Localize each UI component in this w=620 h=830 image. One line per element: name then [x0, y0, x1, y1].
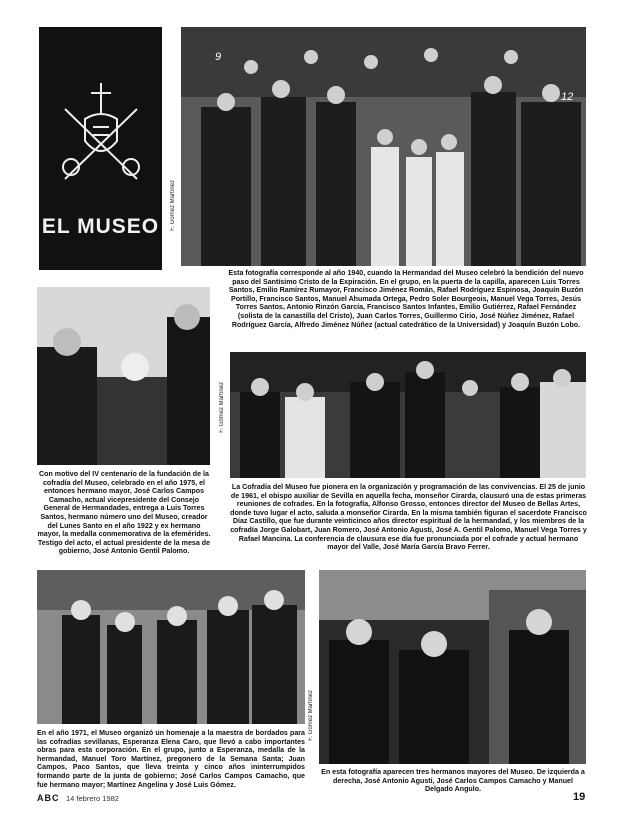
photo-group-1940 — [181, 27, 586, 266]
footer-page-number: 19 — [573, 791, 586, 803]
photo-medal-ceremony — [37, 287, 210, 465]
caption-top: Esta fotografía corresponde al año 1940, cuando la Hermandad del Museo celebró la bendición del nuevo paso del Santísimo Cristo de la Expiración. En el grupo, en la puerta de la capilla, aparecen Luis Torres Santos, Emilio Ramírez Rumayor, Francisco Jiménez Román, Rafael Rodríguez Espinosa, Joaquín Buzón Portillo, Francisco Santos, Manuel Ahumada Ortega, Pedro Soler Bourgeois, Manuel Vega Torres, Jesús Torres Santos, Antonio Rinzón García, Francisco Santos Infantes, Emilio Gutiérrez, Rafael Fernández (solista de la canastilla del Cristo), Juan Carlos Torres, Guillermo Cirio, José Núñez Jiménez, Rafael Rodríguez García, Alfredo Jiménez Núñez (actual catedrático de la Universidad) y Joaquín Buzón Lobo. — [228, 269, 584, 329]
photo-convivencias-1961 — [230, 352, 586, 478]
photo-credit-top: F. Gómez Martínez — [170, 180, 176, 231]
caption-bottom-right: En esta fotografía aparecen tres hermanos mayores del Museo. De izquierda a derecha, José Antonio Agusti, José Carlos Campos Camacho y Manuel Delgado Angulo. — [321, 768, 585, 794]
photo-hermanos-mayores — [319, 570, 586, 764]
caption-right-middle: La Cofradía del Museo fue pionera en la organización y programación de las convivencias. El 25 de junio de 1961, el obispo auxiliar de Sevilla en aquella fecha, monseñor Cirarda, clausuró una de estas primeras reuniones de cofrades. En la fotografía, Alfonso Grosso, entonces director del Museo de Bellas Artes, donde tuvo lugar el acto, saluda a monseñor Cirarda. En la misma también figuran el sacerdote Francisco Díaz Castillo, que fue durante veinticinco años director espiritual de la hermandad, y los miembros de la cofradía Jorge Galobart, Juan Romero, José Antonio Agusti, José A. Gentil Palomo, Manuel Vega Torres y Rafael Mancina. La conferencia de clausura ese día fue pronunciada por el cofrade y actual hermano mayor del Valle, José María García Bravo Ferrer. — [230, 483, 587, 552]
section-title: EL MUSEO — [41, 215, 160, 238]
photo-marking-left: 9 — [215, 51, 222, 63]
section-emblem-block — [39, 27, 162, 270]
footer-date: 14 febrero 1982 — [66, 794, 119, 803]
photo-credit-middle: F. Gómez Martínez — [219, 382, 225, 433]
photo-credit-bottom-right: F. Gómez Martínez — [308, 690, 314, 741]
caption-left-middle: Con motivo del IV centenario de la fundación de la cofradía del Museo, celebrado en el año 1975, el entonces hermano mayor, José Carlos Campos Camacho, actual vicepresidente del Consejo General de Hermandades, entrega a Luis Torres Santos, hermano número uno del Museo, creador del Lunes Santo en el año 1922 y ex hermano mayor, la medalla conmemorativa de la efemérides. Testigo del acto, el actual presidente de la mesa de gobierno, José Antonio Gentil Palomo. — [37, 470, 211, 556]
photo-marking-right: 12 — [561, 91, 574, 103]
caption-bottom-left: En el año 1971, el Museo organizó un homenaje a la maestra de bordados para las cofradías sevillanas, Esperanza Elena Caro, que llevó a cabo importantes obras para esta corporación. En el grupo, junto a Esperanza, medalla de la hermandad, Manuel Toro Martínez, pregonero de la Semana Santa; Juan Campos, Paco Santos, que lleva treinta y cinco años ininterrumpidos formando parte de la junta de gobierno; José Carlos Campos Camacho, que fue hermano mayor; Martínez Angelina y José Luis Gómez. — [37, 729, 305, 789]
footer-publication: ABC — [37, 793, 60, 803]
brotherhood-crest-icon — [57, 79, 145, 189]
photo-homenaje-1971 — [37, 570, 305, 724]
